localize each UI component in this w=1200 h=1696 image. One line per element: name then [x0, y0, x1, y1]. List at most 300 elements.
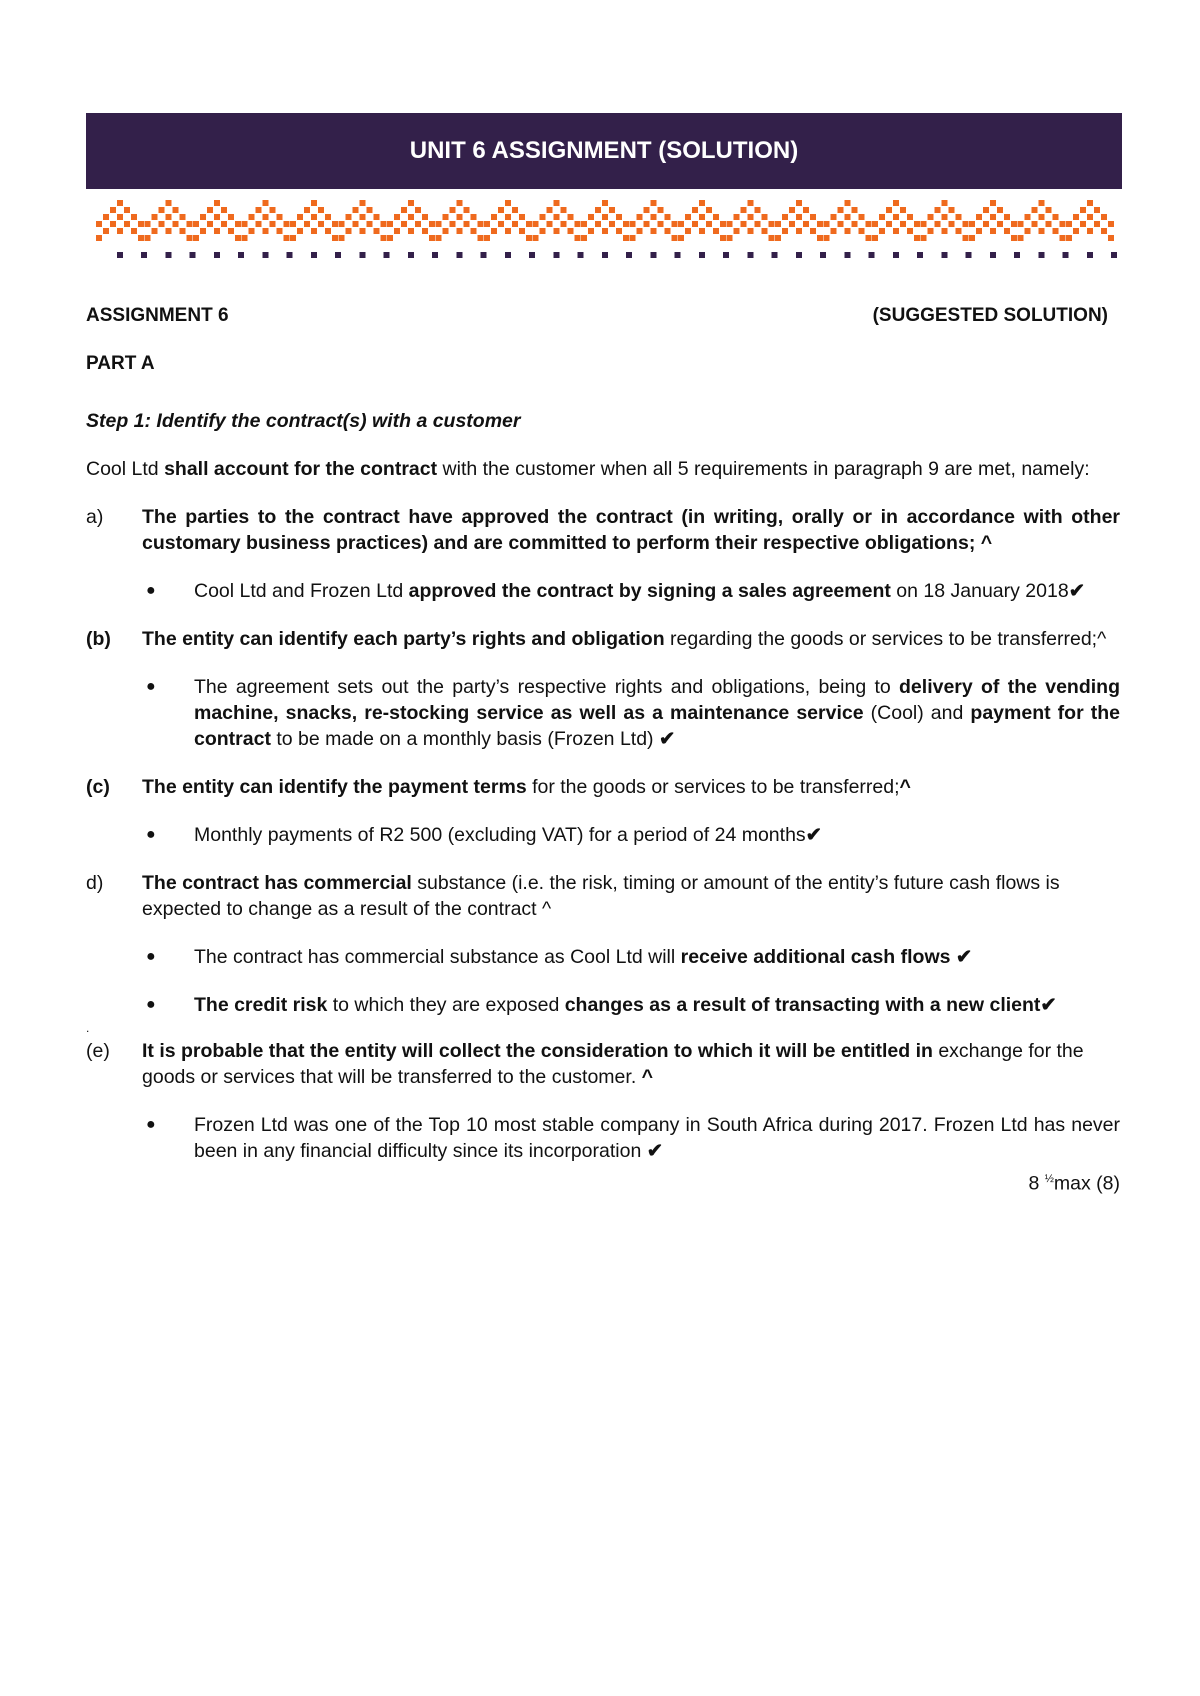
pattern-square [976, 228, 982, 234]
bullet-item [86, 1112, 1120, 1164]
pattern-square [623, 235, 629, 241]
pattern-square [152, 228, 158, 234]
item-label: (c) [86, 776, 110, 798]
pattern-square [228, 214, 234, 220]
pattern-square [928, 214, 934, 220]
pattern-square [117, 228, 123, 234]
pattern-square [796, 252, 802, 258]
requirement-c-text: for the goods or services to be transferred; [526, 776, 900, 798]
requirement-e-caret: ^ [641, 1066, 654, 1088]
pattern-square [817, 235, 823, 241]
pattern-square [769, 235, 775, 241]
pattern-square [533, 221, 539, 227]
pattern-square [450, 207, 456, 213]
pattern-square [942, 228, 948, 234]
pattern-square [1011, 235, 1017, 241]
pattern-square [287, 252, 293, 258]
pattern-square [637, 228, 643, 234]
pattern-square [512, 207, 518, 213]
pattern-square [200, 228, 206, 234]
pattern-square [242, 235, 248, 241]
pattern-square [914, 235, 920, 241]
pattern-square [540, 228, 546, 234]
pattern-square [505, 252, 511, 258]
requirement-c-bold: The entity can identify the payment terms [142, 776, 527, 798]
pattern-square [665, 228, 671, 234]
pattern-square [789, 221, 795, 227]
pattern-square [180, 228, 186, 234]
pattern-square [568, 228, 574, 234]
bullet-text-3: to be made on a monthly basis (Frozen Ltd) [270, 728, 659, 750]
pattern-square [748, 228, 754, 234]
bullet-icon: ● [146, 996, 156, 1013]
pattern-square [318, 221, 324, 227]
pattern-square [505, 214, 511, 220]
pattern-square [360, 214, 366, 220]
pattern-square [554, 200, 560, 206]
pattern-square [214, 252, 220, 258]
pattern-square [166, 252, 172, 258]
pattern-square [450, 221, 456, 227]
check-icon: ✔ [658, 728, 676, 750]
pattern-square [699, 200, 705, 206]
pattern-square [384, 252, 390, 258]
bullet-icon: ● [146, 826, 156, 843]
pattern-square [1060, 221, 1066, 227]
pattern-square [983, 207, 989, 213]
bullet-text: to which they are exposed [327, 994, 565, 1016]
pattern-square [872, 221, 878, 227]
pattern-square [893, 214, 899, 220]
pattern-square [990, 200, 996, 206]
pattern-square [505, 200, 511, 206]
pattern-square [207, 221, 213, 227]
bullet-bold-2: changes as a result of transacting with a new client [564, 994, 1041, 1016]
pattern-square [616, 214, 622, 220]
document-body [86, 303, 1120, 1197]
intro-text: Cool Ltd [86, 458, 165, 480]
pattern-square [866, 221, 872, 227]
pattern-square [297, 214, 303, 220]
pattern-square [630, 221, 636, 227]
pattern-square [561, 207, 567, 213]
pattern-square [921, 221, 927, 227]
pattern-square [893, 252, 899, 258]
pattern-square [141, 252, 147, 258]
pattern-square [374, 214, 380, 220]
pattern-square [498, 221, 504, 227]
pattern-square [554, 214, 560, 220]
pattern-square [820, 252, 826, 258]
pattern-square [1032, 207, 1038, 213]
pattern-square [484, 235, 490, 241]
pattern-square [221, 221, 227, 227]
pattern-square [990, 252, 996, 258]
pattern-square [713, 228, 719, 234]
part-heading: PART A [86, 353, 155, 374]
pattern-square [845, 228, 851, 234]
pattern-square [1094, 207, 1100, 213]
pattern-square [976, 214, 982, 220]
pattern-square [256, 221, 262, 227]
pattern-square [772, 252, 778, 258]
pattern-square [685, 214, 691, 220]
pattern-square [869, 252, 875, 258]
requirement-c-caret: ^ [899, 776, 911, 798]
pattern-square [956, 214, 962, 220]
pattern-square [755, 207, 761, 213]
pattern-square [131, 214, 137, 220]
pattern-square [491, 228, 497, 234]
pattern-square [103, 228, 109, 234]
pattern-square [893, 200, 899, 206]
pattern-square [942, 252, 948, 258]
pattern-square [644, 221, 650, 227]
pattern-square [422, 214, 428, 220]
pattern-square [443, 228, 449, 234]
step-heading: Step 1: Identify the contract(s) with a customer [86, 410, 521, 432]
pattern-square [1108, 221, 1114, 227]
pattern-square [187, 221, 193, 227]
pattern-square [692, 207, 698, 213]
pattern-square [1004, 228, 1010, 234]
pattern-square [401, 207, 407, 213]
pattern-square [415, 221, 421, 227]
pattern-square [810, 228, 816, 234]
pattern-square [187, 235, 193, 241]
pattern-square [228, 228, 234, 234]
pattern-square [110, 207, 116, 213]
pattern-square [907, 214, 913, 220]
pattern-square [852, 207, 858, 213]
pattern-square [602, 228, 608, 234]
item-label: d) [86, 872, 104, 894]
pattern-square [214, 200, 220, 206]
bullet-icon: ● [146, 1116, 156, 1133]
pattern-square [699, 228, 705, 234]
pattern-square [852, 221, 858, 227]
pattern-square [997, 221, 1003, 227]
pattern-square [1053, 228, 1059, 234]
pattern-square [166, 214, 172, 220]
pattern-square [547, 221, 553, 227]
pattern-square [1101, 214, 1107, 220]
pattern-square [290, 235, 296, 241]
pattern-square [505, 228, 511, 234]
pattern-square [588, 214, 594, 220]
pattern-square [831, 214, 837, 220]
pattern-square [457, 200, 463, 206]
bullet-text-2: on 18 January 2018 [890, 580, 1069, 602]
pattern-square [529, 252, 535, 258]
pattern-square [859, 214, 865, 220]
pattern-square [166, 200, 172, 206]
pattern-square [1094, 221, 1100, 227]
pattern-square [1111, 252, 1117, 258]
pattern-square [1073, 228, 1079, 234]
pattern-square [706, 221, 712, 227]
pattern-square [138, 221, 144, 227]
pattern-square [277, 214, 283, 220]
check-icon: ✔ [805, 824, 823, 846]
pattern-square [526, 221, 532, 227]
pattern-square [782, 214, 788, 220]
bullet-text-2: (Cool) and [863, 702, 971, 724]
pattern-square [1039, 214, 1045, 220]
pattern-square [595, 221, 601, 227]
pattern-square [741, 207, 747, 213]
pattern-square [651, 228, 657, 234]
pattern-square [1025, 228, 1031, 234]
pattern-square [775, 235, 781, 241]
pattern-square [512, 221, 518, 227]
pattern-square [481, 252, 487, 258]
intro-text-2: with the customer when all 5 requirements in paragraph 9 are met, namely: [437, 458, 1090, 480]
pattern-square [1018, 221, 1024, 227]
requirement-d [86, 870, 1120, 922]
pattern-square [609, 221, 615, 227]
pattern-square [775, 221, 781, 227]
item-label: (b) [86, 628, 111, 650]
bullet-item [86, 992, 1120, 1018]
pattern-square [498, 207, 504, 213]
pattern-square [755, 221, 761, 227]
pattern-square [415, 207, 421, 213]
pattern-square [221, 207, 227, 213]
pattern-square [1032, 221, 1038, 227]
decorative-pattern [96, 198, 1126, 268]
pattern-square [859, 228, 865, 234]
pattern-square [644, 207, 650, 213]
pattern-square [367, 207, 373, 213]
bullet-item [86, 822, 1120, 848]
pattern-square [672, 235, 678, 241]
pattern-square [159, 221, 165, 227]
pattern-square [353, 207, 359, 213]
pattern-square [575, 221, 581, 227]
pattern-square [408, 214, 414, 220]
pattern-square [387, 221, 393, 227]
pattern-square [1039, 200, 1045, 206]
bullet-bold: approved the contract by signing a sales agreement [408, 580, 891, 602]
pattern-square [886, 207, 892, 213]
requirement-a-text: The parties to the contract have approved the contract (in writing, orally or in accordance with other customary business practices) and are committed to perform their respective obligations; ^ [142, 506, 1120, 554]
pattern-square [457, 252, 463, 258]
pattern-square [117, 252, 123, 258]
pattern-square [866, 235, 872, 241]
pattern-square [578, 252, 584, 258]
pattern-square [838, 207, 844, 213]
pattern-square [665, 214, 671, 220]
score-line [86, 1166, 1120, 1197]
pattern-square [949, 207, 955, 213]
check-icon: ✔ [646, 1140, 664, 1162]
assignment-label: ASSIGNMENT 6 [86, 305, 229, 326]
pattern-square [152, 214, 158, 220]
pattern-square [381, 221, 387, 227]
pattern-square [263, 228, 269, 234]
pattern-square [626, 252, 632, 258]
pattern-square [845, 214, 851, 220]
pattern-square [602, 200, 608, 206]
pattern-square [311, 228, 317, 234]
pattern-square [471, 214, 477, 220]
bullet-icon: ● [146, 678, 156, 695]
requirement-a [86, 504, 1120, 556]
pattern-square [478, 235, 484, 241]
pattern-square [1080, 207, 1086, 213]
pattern-square [263, 200, 269, 206]
pattern-square [907, 228, 913, 234]
bullet-item [86, 674, 1120, 752]
pattern-square [921, 235, 927, 241]
pattern-square [290, 221, 296, 227]
pattern-square [651, 252, 657, 258]
pattern-square [432, 252, 438, 258]
pattern-square [332, 235, 338, 241]
pattern-square [1087, 200, 1093, 206]
pattern-square [173, 221, 179, 227]
pattern-square [1101, 228, 1107, 234]
pattern-square [699, 214, 705, 220]
pattern-square [193, 221, 199, 227]
score-value: 8 [1028, 1172, 1045, 1195]
pattern-square [284, 221, 290, 227]
pattern-square [796, 228, 802, 234]
document-title: UNIT 6 ASSIGNMENT (SOLUTION) [409, 137, 799, 164]
pattern-square [963, 235, 969, 241]
pattern-square [238, 252, 244, 258]
pattern-square [575, 235, 581, 241]
pattern-square [1060, 235, 1066, 241]
pattern-square [568, 214, 574, 220]
stray-mark: . [86, 1021, 90, 1035]
pattern-square [1025, 214, 1031, 220]
pattern-square [554, 252, 560, 258]
score-max: max (8) [1053, 1172, 1120, 1195]
pattern-square [339, 235, 345, 241]
pattern-square [1066, 221, 1072, 227]
pattern-square [1018, 235, 1024, 241]
pattern-square [748, 252, 754, 258]
pattern-square [789, 207, 795, 213]
pattern-square [242, 221, 248, 227]
requirement-e-text: exchange for the goods or services that will be transferred to the customer. [142, 1040, 1084, 1088]
pattern-square [117, 214, 123, 220]
pattern-square [325, 214, 331, 220]
pattern-square [131, 228, 137, 234]
pattern-square [96, 235, 102, 241]
pattern-square [256, 207, 262, 213]
pattern-square [394, 214, 400, 220]
pattern-square [942, 200, 948, 206]
pattern-square [96, 221, 102, 227]
pattern-square [394, 228, 400, 234]
pattern-square [692, 221, 698, 227]
pattern-square [727, 235, 733, 241]
pattern-square [845, 200, 851, 206]
pattern-square [311, 214, 317, 220]
bullet-text: The agreement sets out the party’s respective rights and obligations, being to [194, 676, 900, 698]
requirement-b-text: regarding the goods or services to be transferred;^ [664, 628, 1107, 650]
pattern-square [914, 221, 920, 227]
intro-paragraph [86, 456, 1120, 482]
pattern-square [734, 228, 740, 234]
pattern-square [581, 235, 587, 241]
bullet-bold: delivery of the vending machine, snacks, re-stocking service as well as a maintenance service [194, 676, 1120, 724]
pattern-square [353, 221, 359, 227]
pattern-square [602, 252, 608, 258]
pattern-square [325, 228, 331, 234]
pattern-square [360, 228, 366, 234]
pattern-square [879, 228, 885, 234]
pattern-square [1063, 252, 1069, 258]
pattern-square [491, 214, 497, 220]
pattern-square [675, 252, 681, 258]
pattern-square [616, 228, 622, 234]
pattern-square [1073, 214, 1079, 220]
pattern-square [630, 235, 636, 241]
pattern-square [263, 252, 269, 258]
pattern-square [963, 221, 969, 227]
pattern-square [193, 235, 199, 241]
pattern-square [190, 252, 196, 258]
bullet-bold: The credit risk [194, 994, 328, 1016]
bullet-text: Frozen Ltd was one of the Top 10 most stable company in South Africa during 2017. Frozen Ltd has never been in any financial difficulty since its incorporation [194, 1114, 1120, 1162]
pattern-square [983, 221, 989, 227]
pattern-square [762, 214, 768, 220]
pattern-square [145, 235, 151, 241]
pattern-square [401, 221, 407, 227]
pattern-square [339, 221, 345, 227]
pattern-square [277, 228, 283, 234]
pattern-square [935, 221, 941, 227]
pattern-square [966, 252, 972, 258]
pattern-square [173, 207, 179, 213]
pattern-square [595, 207, 601, 213]
pattern-square [332, 221, 338, 227]
pattern-square [103, 214, 109, 220]
pattern-square [561, 221, 567, 227]
pattern-square [969, 221, 975, 227]
pattern-square [1039, 252, 1045, 258]
pattern-square [207, 207, 213, 213]
requirement-b-bold: The entity can identify each party’s rights and obligation [142, 628, 665, 650]
pattern-square [311, 252, 317, 258]
pattern-square [436, 221, 442, 227]
pattern-square [166, 228, 172, 234]
pattern-square [699, 252, 705, 258]
pattern-square [124, 221, 130, 227]
pattern-square [637, 214, 643, 220]
pattern-square [782, 228, 788, 234]
pattern-square [720, 235, 726, 241]
pattern-square [723, 252, 729, 258]
pattern-square [214, 228, 220, 234]
pattern-square [727, 221, 733, 227]
item-label: a) [86, 506, 104, 528]
pattern-square [367, 221, 373, 227]
bullet-icon: ● [146, 948, 156, 965]
pattern-square [824, 221, 830, 227]
pattern-square [214, 214, 220, 220]
pattern-square [547, 207, 553, 213]
pattern-square [602, 214, 608, 220]
pattern-square [886, 221, 892, 227]
pattern-square [748, 214, 754, 220]
bullet-icon: ● [146, 582, 156, 599]
bullet-text: Monthly payments of R2 500 (excluding VAT) for a period of 24 months [194, 824, 806, 846]
